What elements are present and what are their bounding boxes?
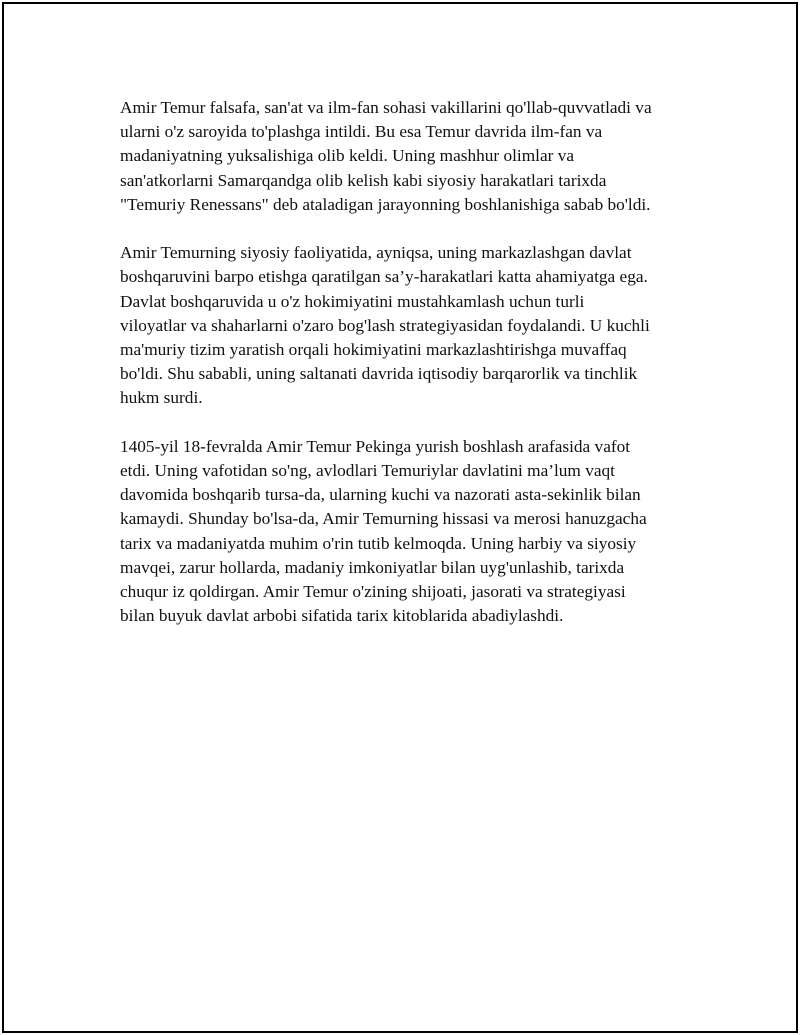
paragraph-2: Amir Temurning siyosiy faoliyatida, ayniqsa, uning markazlashgan davlat boshqaruvini barpo etishga qaratilgan sa’y-harakatlari katta ahamiyatga ega. Davlat boshqaruvida u o'z hokimiyatini mustahkamlash uchun turli viloyatlar va shaharlarni o'zaro bog'lash strategiyasidan foydalandi. U kuchli ma'muriy tizim yaratish orqali hokimiyatini markazlashtirishga muvaffaq bo'ldi. Shu sababli, uning saltanati davrida iqtisodiy barqarorlik va tinchlik hukm surdi. (120, 243, 650, 408)
paragraph-1: Amir Temur falsafa, san'at va ilm-fan sohasi vakillarini qo'llab-quvvatladi va ularni o'z saroyida to'plashga intildi. Bu esa Temur davrida ilm-fan va madaniyatning yuksalishiga olib keldi. Uning mashhur olimlar va san'atkorlarni Samarqandga olib kelish kabi siyosiy harakatlari tarixda "Temuriy Renessans" deb ataladigan jarayonning boshlanishiga sabab bo'ldi. (120, 98, 652, 214)
paragraph-3: 1405-yil 18-fevralda Amir Temur Pekinga yurish boshlash arafasida vafot etdi. Uning vafotidan so'ng, avlodlari Temuriylar davlatini ma’lum vaqt davomida boshqarib tursa-da, ularning kuchi va nazorati asta-sekinlik bilan kamaydi. Shunday bo'lsa-da, Amir Temurning hissasi va merosi hanuzgacha tarix va madaniyatda muhim o'rin tutib kelmoqda. Uning harbiy va siyosiy mavqei, zarur hollarda, madaniy imkoniyatlar bilan uyg'unlashib, tarixda chuqur iz qoldirgan. Amir Temur o'zining shijoati, jasorati va strategiyasi bilan buyuk davlat arbobi sifatida tarix kitoblarida abadiylashdi. (120, 436, 647, 626)
document-page (2, 2, 798, 1033)
document-body (120, 96, 700, 653)
